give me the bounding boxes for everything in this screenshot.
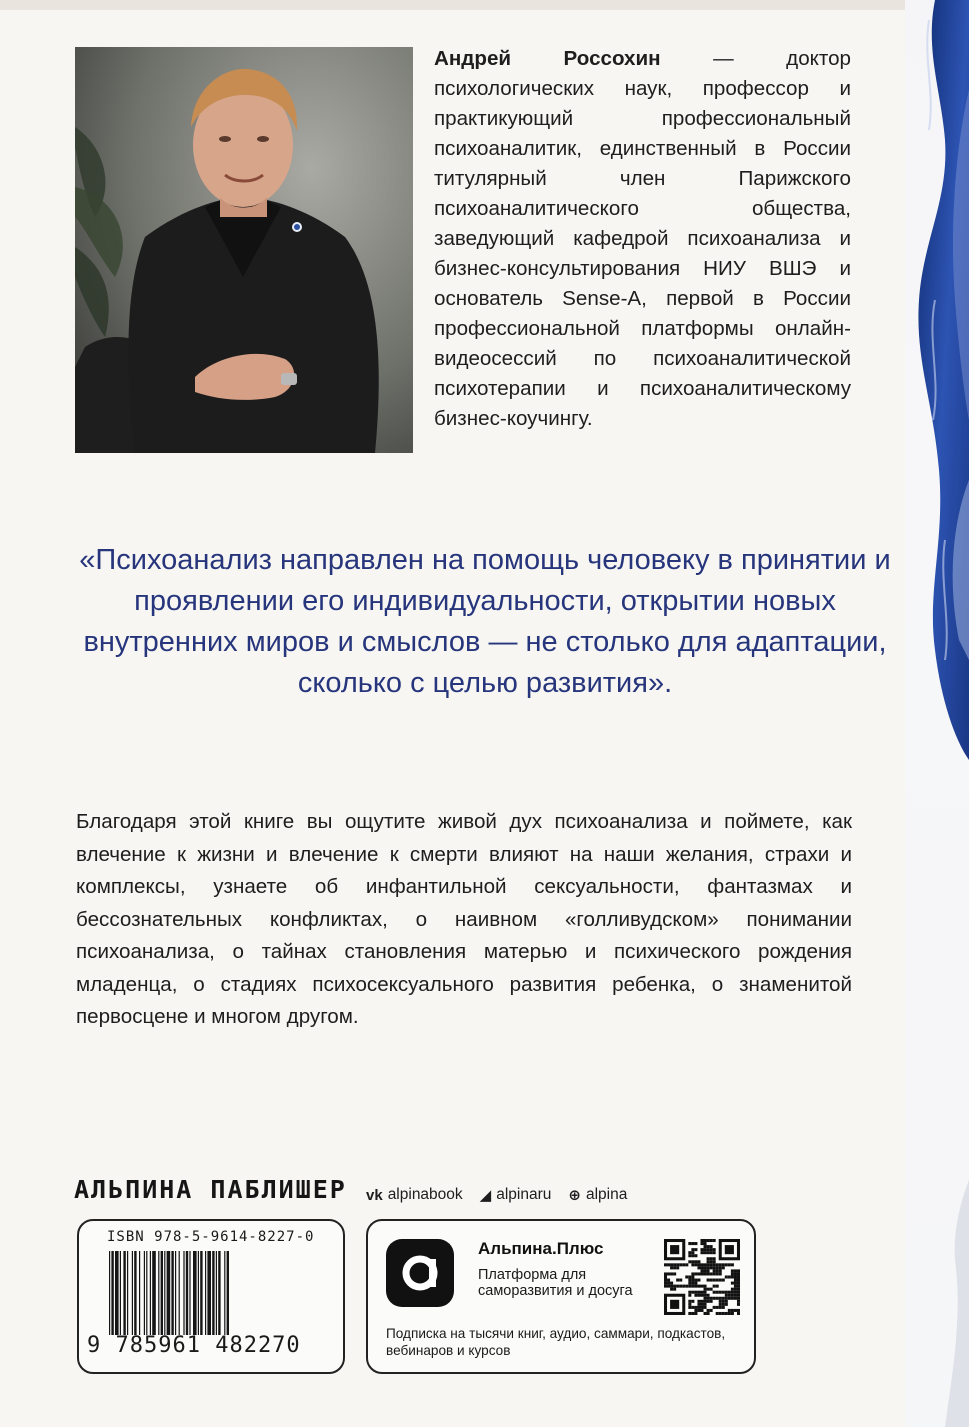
social-vk-handle: alpinabook xyxy=(387,1186,463,1203)
vk-icon: vk xyxy=(366,1186,383,1204)
alpina-plus-title: Альпина.Плюс xyxy=(478,1239,604,1258)
social-telegram[interactable] xyxy=(480,1186,552,1204)
author-bio-text: — доктор психологических наук, профессор и практикующий профессиональный психоаналитик, единственный в России титулярный член Парижского психоаналитического общества, заведующий кафедрой психоанализа и бизнес-консультирования НИУ ВШЭ и основатель Sense-A, первой в России профессиональной платформы онлайн-видеосессий по психоаналитической психотерапии и психоаналитическому бизнес-коучингу. xyxy=(434,47,852,430)
subscription-text: Подписка на тысячи книг, аудио, саммари, подкастов, вебинаров и курсов xyxy=(386,1326,726,1358)
blue-brush-art xyxy=(905,0,969,1427)
author-name: Андрей Россохин xyxy=(434,47,661,70)
ean-number: 9 785961 482270 xyxy=(87,1333,301,1358)
barcode xyxy=(109,1251,319,1335)
telegram-icon: ◢ xyxy=(479,1187,492,1204)
author-bio xyxy=(434,44,851,434)
qr-code[interactable] xyxy=(664,1239,740,1315)
top-edge-band xyxy=(0,0,969,10)
isbn-box xyxy=(77,1219,345,1374)
author-photo xyxy=(75,47,413,453)
isbn-label: ISBN 978-5-9614-8227-0 xyxy=(107,1229,315,1245)
social-vk[interactable] xyxy=(366,1186,463,1204)
social-telegram-handle: alpinaru xyxy=(496,1186,552,1203)
cover-art-edge xyxy=(905,0,969,1427)
alpina-app-icon[interactable] xyxy=(386,1239,454,1307)
book-description: Благодаря этой книге вы ощутите живой дух психоанализа и поймете, как влечение к жизни и влечение к смерти влияют на наши желания, страхи и комплексы, узнаете об инфантильной сексуальности, фантазмах и бессознательных конфликтах, о наивном «голливудском» понимании психоанализа, о тайнах становления матерью и психического рождения младенца, о стадиях психосексуального развития ребенка, о знаменитой первосцене и многом другом. xyxy=(76,810,852,1028)
book-quote: «Психоанализ направлен на помощь человеку в принятии и проявлении его индивидуальности, открытии новых внутренних миров и смыслов — не столько для адаптации, сколько с целью развития». xyxy=(79,544,891,699)
alpina-plus-description: Платформа для саморазвития и досуга xyxy=(478,1267,633,1299)
social-alpina[interactable] xyxy=(568,1186,627,1204)
plus-circle-icon: ⊕ xyxy=(568,1187,581,1204)
social-alpina-handle: alpina xyxy=(585,1186,628,1203)
social-links xyxy=(366,1183,627,1207)
publisher-logo: АЛЬПИНА ПАБЛИШЕР xyxy=(74,1175,347,1204)
alpina-plus-box xyxy=(366,1219,756,1374)
